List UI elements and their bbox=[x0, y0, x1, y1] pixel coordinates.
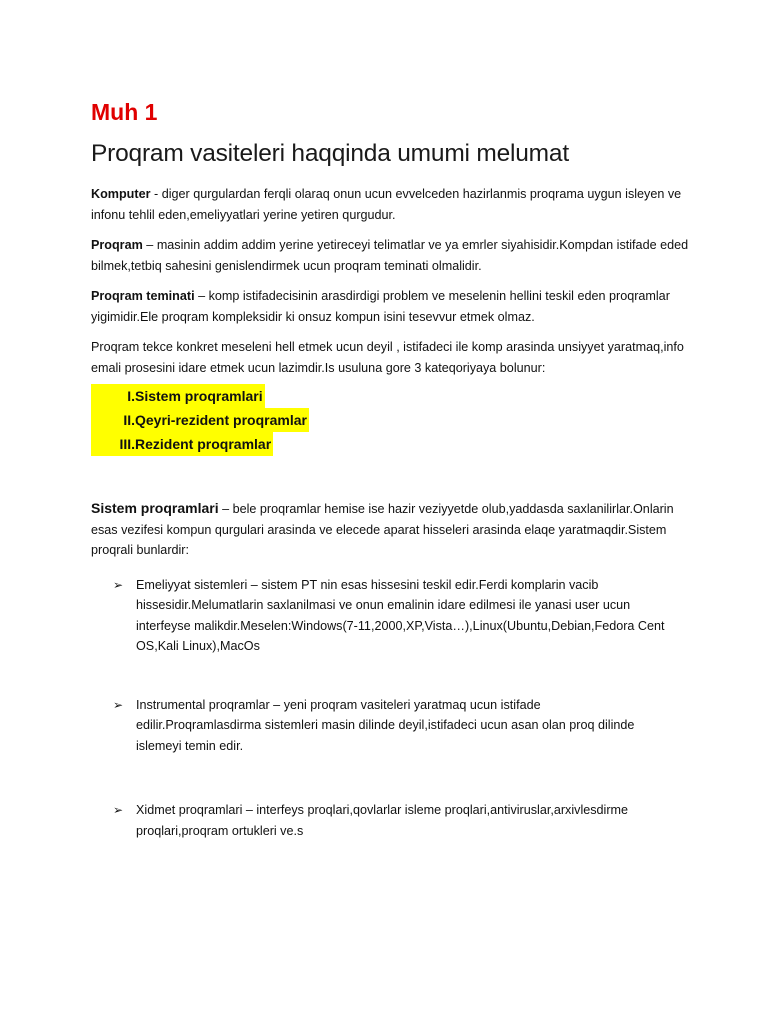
category-number: I. bbox=[127, 388, 135, 404]
bullet-list bbox=[91, 575, 691, 842]
section-paragraph bbox=[91, 498, 691, 561]
paragraph-proqram-teminati bbox=[91, 286, 691, 327]
category-item bbox=[91, 408, 309, 432]
term: Komputer bbox=[91, 187, 151, 201]
arrowhead-bullet-icon: ➢ bbox=[113, 697, 124, 712]
category-number: II. bbox=[123, 412, 135, 428]
category-item bbox=[91, 432, 273, 456]
category-number: III. bbox=[119, 436, 135, 452]
definition: masinin addim addim yerine yetireceyi telimatlar ve ya emrler siyahisidir.Kompdan istifade eded bilmek,tetbiq sahesini genislendirmek ucun proqram teminati olmalidir. bbox=[91, 238, 689, 273]
term: Proqram teminati bbox=[91, 289, 195, 303]
intro-paragraph: Proqram tekce konkret meseleni hell etmek ucun deyil , istifadeci ile komp arasinda unsiyyet yaratmaq,info emali prosesini idare etmek ucun lazimdir.Is usuluna gore 3 kateqoriyaya bolunur: bbox=[91, 340, 684, 375]
section-heading: Muh 1 bbox=[91, 99, 158, 125]
category-label: Sistem proqramlari bbox=[135, 388, 263, 404]
definition: komp istifadecisinin arasdirdigi problem ve meselenin hellini teskil eden proqramlar yigimidir.Ele proqram kompleksidir ki onsuz kompun isini tesevvur etmek olmaz. bbox=[91, 289, 670, 324]
list-item bbox=[91, 575, 666, 657]
document-title: Proqram vasiteleri haqqinda umumi melumat bbox=[91, 140, 569, 167]
separator: – bbox=[194, 289, 209, 303]
section-text: – bele proqramlar hemise ise hazir veziyyetde olub,yaddasda saxlanilirlar.Onlarin esas vezifesi kompun qurgulari arasinda ve elecede aparat hisseleri arasinda elaqe yaratmaqdir.Sistem proqrali bunlardir: bbox=[91, 502, 674, 557]
paragraph-proqram bbox=[91, 235, 691, 276]
list-item bbox=[91, 695, 666, 757]
list-item-text: Xidmet proqramlari – interfeys proqlari,qovlarlar isleme proqlari,antiviruslar,arxivlesdirme proqlari,proqram ortukleri ve.s bbox=[136, 803, 629, 838]
list-item-text: Instrumental proqramlar – yeni proqram vasiteleri yaratmaq ucun istifade edilir.Proqramlasdirma sistemleri masin dilinde deyil,istifadeci ucun asan olan proq dilinde islemeyi temin edir. bbox=[136, 697, 635, 753]
document-page bbox=[91, 96, 691, 863]
category-label: Rezident proqramlar bbox=[135, 436, 272, 452]
section-term: Sistem proqramlari bbox=[91, 500, 219, 516]
definition: diger qurgulardan ferqli olaraq onun ucun evvelceden hazirlanmis proqrama uygun isleyen ve infonu tehlil eden,emeliyyatlari yerine yetiren qurgudur. bbox=[91, 187, 682, 222]
category-list bbox=[91, 384, 691, 456]
category-label: Qeyri-rezident proqramlar bbox=[135, 412, 307, 428]
list-item-text: Emeliyyat sistemleri – sistem PT nin esas hissesini teskil edir.Ferdi komplarin vacib hissesidir.Melumatlarin saxlanilmasi ve onun emalinin idare edilmesi ile yanasi user ucun interfeyse malikdir.Meselen:Windows(7-11,2000,XP,Vista…),Linux(Ubuntu,Debian,Fedora Cent OS,Kali Linux),MacOs bbox=[136, 577, 665, 653]
term: Proqram bbox=[91, 238, 143, 252]
category-item bbox=[91, 384, 265, 408]
list-item bbox=[91, 800, 666, 841]
paragraph-komputer bbox=[91, 184, 691, 225]
separator: - bbox=[150, 187, 162, 201]
arrowhead-bullet-icon: ➢ bbox=[113, 803, 124, 817]
separator: – bbox=[142, 238, 157, 252]
arrowhead-bullet-icon: ➢ bbox=[113, 577, 124, 592]
